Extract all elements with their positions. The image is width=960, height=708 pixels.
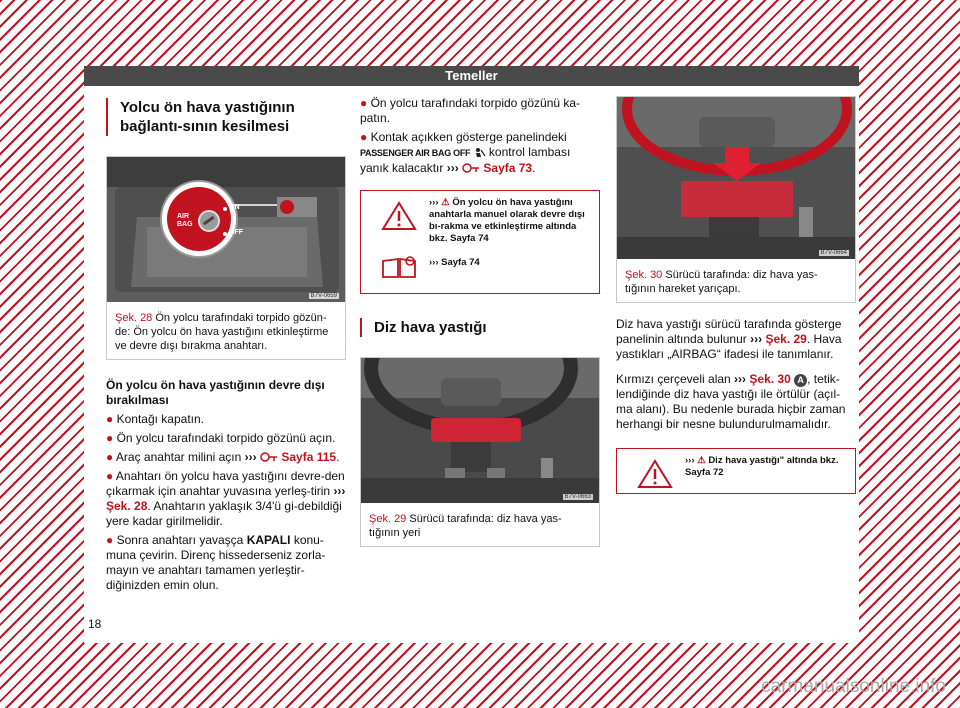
column-3 xyxy=(616,96,856,494)
caption-ref: Şek. 28 xyxy=(115,312,153,324)
warning-triangle-icon xyxy=(369,197,429,231)
notice-box xyxy=(360,190,600,294)
paragraph-deploy-area: Kırmızı çerçeveli alan ››› Şek. 30 A , tetik-lendiğinde diz hava yastığı ile örtülür (açıl-ma alanı). Bu nedenle burada hiçbir zaman herhangi bir nesne bulundurulmamalıdır. xyxy=(616,372,846,431)
paragraph-location: Diz hava yastığı sürücü tarafında gösterge panelinin altında bulunur ››› Şek. 29. Hava yastıkları „AIRBAG“ ifadesi ile tanımlanır. xyxy=(616,317,842,361)
figure-ref-30[interactable]: Şek. 30 xyxy=(749,372,791,386)
page-ref-73[interactable]: Sayfa 73 xyxy=(483,161,533,175)
figure-code: B7V-0659 xyxy=(310,293,337,299)
caption-ref: Şek. 30 xyxy=(625,269,663,281)
glovebox-illustration xyxy=(107,157,345,302)
caption-text: Sürücü tarafında: diz hava yas-tığının yeri xyxy=(369,513,562,539)
figure-29-caption xyxy=(361,503,599,546)
figure-ref-29[interactable]: Şek. 29 xyxy=(765,332,807,346)
figure-28 xyxy=(106,156,346,360)
bullet-5: ● Sonra anahtarı yavaşça KAPALI konu-muna çevirin. Direnç hissederseniz zorla-mayın ve anahtarı tamamen yerleştir-diğinizden emin olun. xyxy=(106,533,326,592)
caption-text: Ön yolcu tarafındaki torpido gözün-de: Ön yolcu ön hava yastığını etkinleştirme ve devre dışı bırakma anahtarı. xyxy=(115,312,329,352)
figure-code: B7V-0664 xyxy=(820,250,847,256)
subheading-disable: Ön yolcu ön hava yastığının devre dışı bırakılması xyxy=(106,378,325,407)
figure-code: B7V-0663 xyxy=(564,494,591,500)
switch-label-off: OFF xyxy=(229,229,243,236)
bullet-1: ● Kontağı kapatın. xyxy=(106,412,204,426)
bullet-indicator-lamp: ● Kontak açıkken gösterge panelindeki PASSENGER AIR BAG OFF kontrol lambası yanık kalacaktır ››› Sayfa 73. xyxy=(360,130,571,175)
warning-row xyxy=(361,191,599,251)
section-title-passenger-airbag: Yolcu ön hava yastığının bağlantı-sının kesilmesi xyxy=(106,98,346,136)
section-title-knee-airbag: Diz hava yastığı xyxy=(360,318,600,337)
warning-text: ››› ⚠ Ön yolcu ön hava yastığını anahtarla manuel olarak devre dışı bı-rakma ve etkinleştirme altında bkz. Sayfa 74 xyxy=(429,197,585,244)
airbag-off-lamp-icon xyxy=(474,147,486,159)
marker-a: A xyxy=(794,374,807,387)
knee-airbag-deploy-illustration xyxy=(617,97,855,259)
header-title: Temeller xyxy=(84,66,859,86)
figure-30-caption xyxy=(617,259,855,302)
bullet-close-glovebox: ● Ön yolcu tarafındaki torpido gözünü ka-patın. xyxy=(360,96,581,125)
figure-28-image xyxy=(107,157,345,302)
figure-29 xyxy=(360,357,600,547)
figure-29-image xyxy=(361,358,599,503)
page-number: 18 xyxy=(88,617,102,631)
column-1 xyxy=(106,96,346,593)
knee-airbag-notice-box xyxy=(616,448,856,494)
knee-airbag-location-illustration xyxy=(361,358,599,503)
passenger-airbag-off-label: PASSENGER AIR BAG OFF xyxy=(360,148,471,158)
warning-text: ››› ⚠ Diz hava yastığı" altında bkz. Sayfa 72 xyxy=(685,455,839,478)
caption-text: Sürücü tarafında: diz hava yas-tığının hareket yarıçapı. xyxy=(625,269,818,295)
book-text: ››› Sayfa 74 xyxy=(429,257,480,268)
warning-row xyxy=(617,449,855,495)
book-row xyxy=(361,251,599,285)
caption-ref: Şek. 29 xyxy=(369,513,407,525)
watermark: carmanualsonline.info xyxy=(761,676,946,697)
figure-28-caption xyxy=(107,302,345,359)
key-icon xyxy=(260,450,278,464)
bullet-2: ● Ön yolcu tarafındaki torpido gözünü açın. xyxy=(106,431,336,445)
book-icon xyxy=(369,251,429,279)
figure-30 xyxy=(616,96,856,303)
figure-ref-28[interactable]: Şek. 28 xyxy=(106,499,148,513)
page-ref-115[interactable]: Sayfa 115 xyxy=(281,450,337,464)
column-2 xyxy=(360,96,600,547)
bullet-3: ● Araç anahtar milini açın ››› Sayfa 115. xyxy=(106,450,340,464)
switch-label-airbag: AIR BAG xyxy=(177,213,193,228)
bullet-4: ● Anahtarı ön yolcu hava yastığını devre-den çıkarmak için anahtar yuvasına yerleş-tirin ››› Şek. 28. Anahtarın yaklaşık 3/4'ü gi-debildiği yere kadar girilmelidir. xyxy=(106,469,346,528)
key-icon xyxy=(462,161,480,175)
figure-30-image xyxy=(617,97,855,259)
switch-label-on: ON xyxy=(229,204,240,211)
warning-triangle-icon xyxy=(625,455,685,489)
